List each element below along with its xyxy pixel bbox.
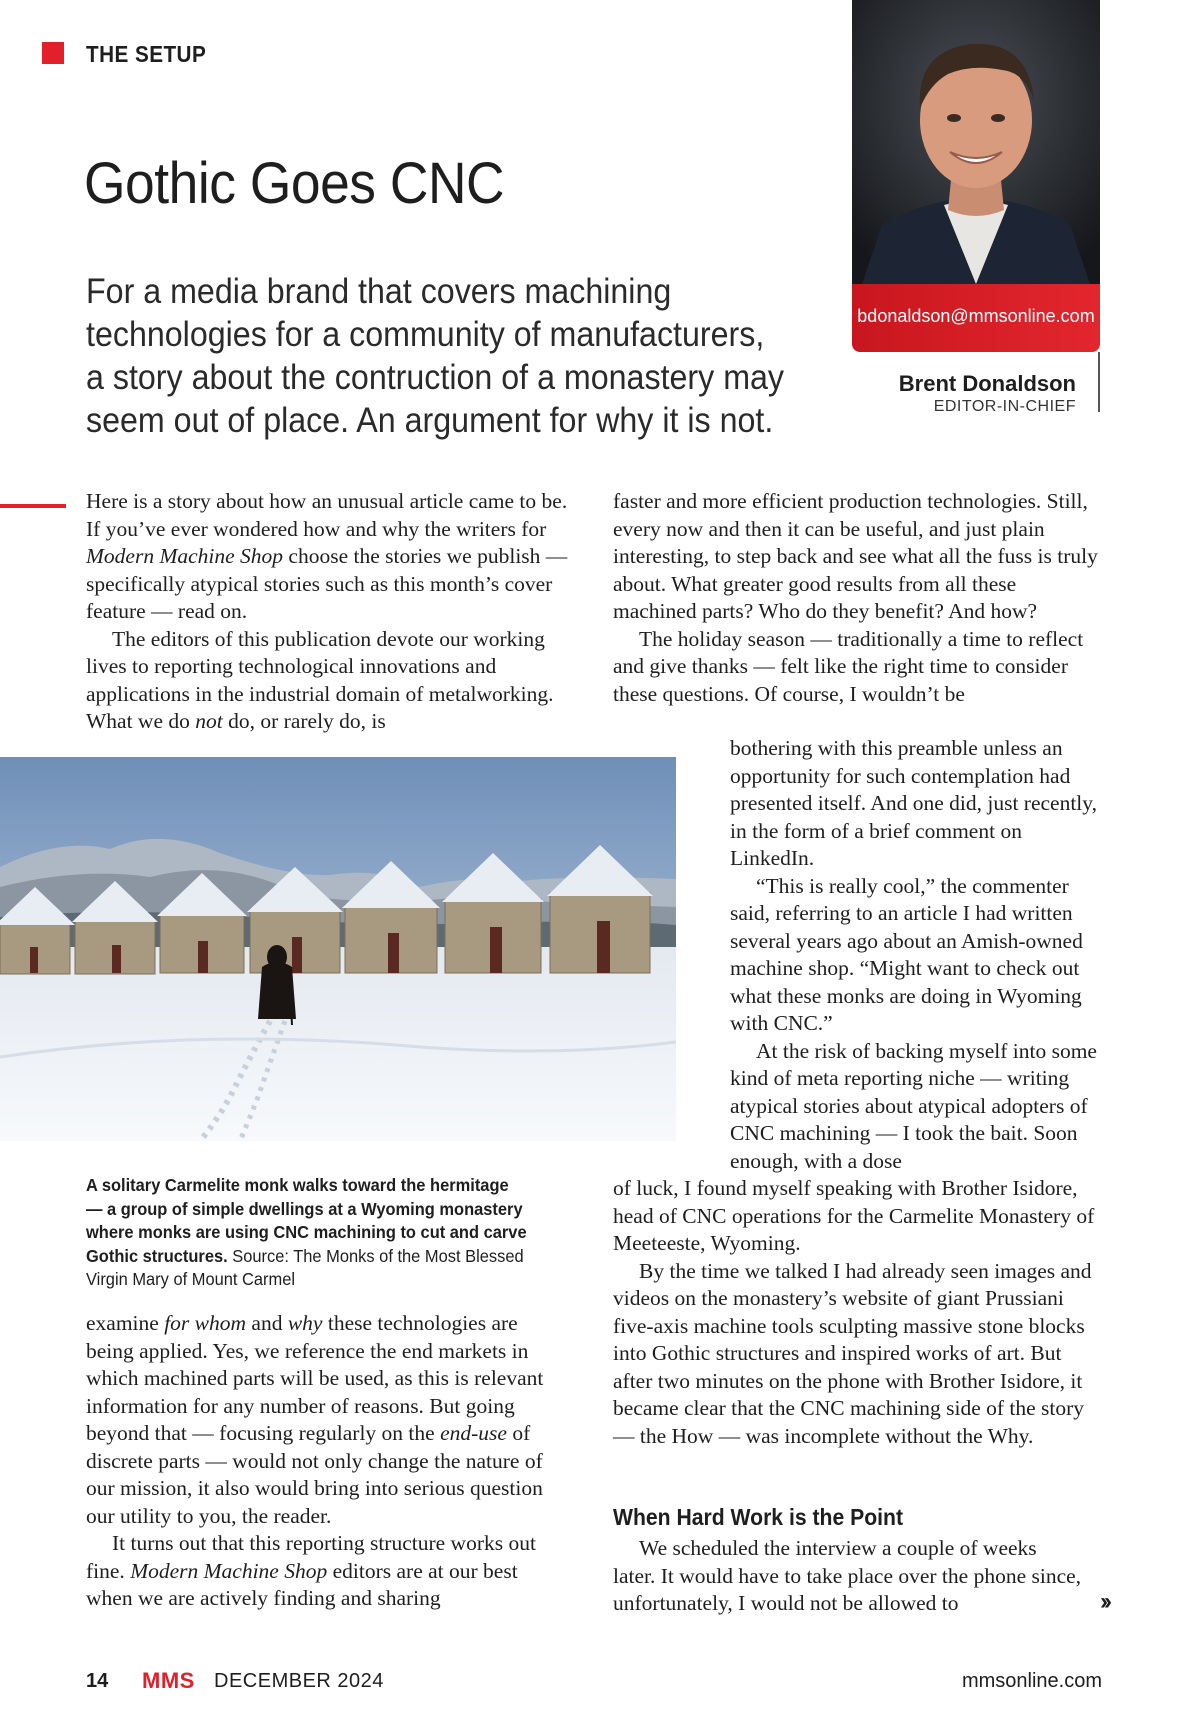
photo-caption-text: A solitary Carmelite monk walks toward the hermitage — a group of simple dwellings at a Wyoming monastery where monks are using CNC machining to cut and carve Gothic structures. [86, 1175, 527, 1266]
double-chevron-right-icon: ›› [1100, 1588, 1108, 1615]
body-paragraph: At the risk of backing myself into some kind of meta reporting niche — writing atypical stories about atypical adopters of CNC machining — I took the bait. Soon enough, with a dose [730, 1038, 1097, 1173]
body-paragraph: of luck, I found myself speaking with Brother Isidore, head of CNC operations for the Carmelite Monastery of Meeteeste, Wyoming. [613, 1176, 1095, 1255]
section-label: THE SETUP [86, 41, 207, 67]
section-subhead: When Hard Work is the Point [613, 1504, 904, 1530]
footer-brand-logo: MMS [142, 1668, 195, 1693]
column-accent-rule [0, 504, 66, 508]
photo-caption [86, 1174, 528, 1292]
body-paragraph: “This is really cool,” the commenter said, referring to an article I had written several years ago about an Amish-owned machine shop. “Might want to check out what these monks are doing in Wyoming with CNC.” [730, 873, 1083, 1035]
body-paragraph: It turns out that this reporting structure works out fine. Modern Machine Shop editors are at our best when we are actively finding and sharing [86, 1531, 536, 1610]
author-title: EDITOR-IN-CHIEF [933, 398, 1076, 415]
article-deck: For a media brand that covers machining technologies for a community of manufacturers, a story about the contruction of a monastery may seem out of place. An argument for why it is not. [86, 272, 785, 440]
footer-url[interactable]: mmsonline.com [961, 1670, 1102, 1692]
page-title: Gothic Goes CNC [84, 151, 505, 216]
body-paragraph: faster and more efficient production technologies. Still, every now and then it can be useful, and just plain interesting, to step back and see what all the fuss is truly about. What greater good results from all these machined parts? Who do they benefit? And how? [613, 489, 1098, 623]
body-paragraph: We scheduled the interview a couple of weeks later. It would have to take place over the phone since, unfortunately, I would not be allowed to [613, 1536, 1082, 1615]
author-portrait [852, 0, 1100, 284]
body-paragraph: examine for whom and why these technologies are being applied. Yes, we reference the end markets in which machined parts will be used, as this is relevant information for any number of reasons. But going beyond that — focusing regularly on the end-use of discrete parts — would not only change the nature of our mission, it also would bring into serious question our utility to you, the reader. [86, 1311, 544, 1528]
body-column-right-top [613, 488, 1103, 708]
monastery-photo [0, 757, 676, 1141]
body-paragraph: bothering with this preamble unless an opportunity for such contemplation had presented itself. And one did, just recently, in the form of a brief comment on LinkedIn. [730, 736, 1098, 870]
body-paragraph: The editors of this publication devote our working lives to reporting technological innovations and applications in the industrial domain of metalworking. What we do not do, or rarely do, is [86, 626, 554, 733]
photo-caption-source: Source: The Monks of the Most Blessed Virgin Mary of Mount Carmel [86, 1245, 524, 1289]
body-column-left-top [86, 488, 568, 736]
body-column-right-bottom [613, 1175, 1103, 1450]
author-email-link[interactable]: bdonaldson@mmsonline.com [857, 306, 1095, 326]
body-column-left-bottom [86, 1310, 568, 1613]
section-marker-icon [42, 42, 64, 64]
body-column-right-final [613, 1535, 1083, 1618]
footer-issue-date: DECEMBER 2024 [214, 1670, 384, 1692]
body-paragraph: By the time we talked I had already seen images and videos on the monastery’s website of giant Prussiani five-axis machine tools sculpting massive stone blocks into Gothic structures and inspired works of art. But after two minutes on the phone with Brother Isidore, it became clear that the CNC machining side of the story — the How — was incomplete without the Why. [613, 1258, 1092, 1448]
body-column-right-narrow [730, 735, 1103, 1175]
author-name: Brent Donaldson [898, 371, 1076, 396]
body-paragraph: The holiday season — traditionally a time to reflect and give thanks — felt like the right time to consider these questions. Of course, I wouldn’t be [613, 626, 1084, 706]
author-email-bar [852, 284, 1100, 352]
author-divider [1098, 352, 1100, 412]
body-paragraph: Here is a story about how an unusual article came to be. If you’ve ever wondered how and why the writers for Modern Machine Shop choose the stories we publish — specifically atypical stories such as this month’s cover feature — read on. [86, 489, 568, 623]
page-number: 14 [86, 1670, 109, 1692]
